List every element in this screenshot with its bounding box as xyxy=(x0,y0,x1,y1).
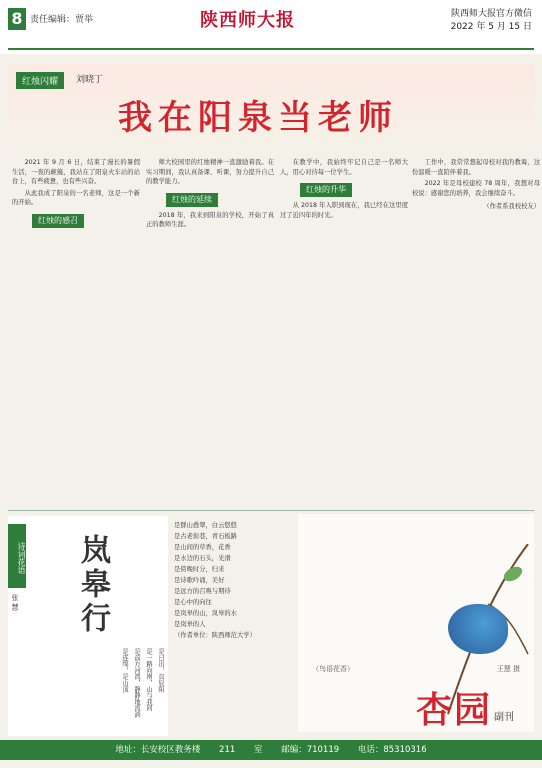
poem-line: 是山间的草香，花香 xyxy=(174,544,231,551)
footer-address: 地址：长安校区教务楼 211 室 xyxy=(115,745,263,755)
subhead: 红烛的延续 xyxy=(166,193,218,207)
poem-line: 是群山叠翠，白云悠悠 xyxy=(174,522,237,529)
newspaper-logo: 陕西师大报 xyxy=(200,10,295,31)
poem-line: 是日出，良辰阳 xyxy=(157,648,164,693)
paragraph: 从 2018 年入职到现在，我已经在这里度过了近四年的时光。 xyxy=(280,202,408,219)
poem-line: 是连绵，是山顶 xyxy=(121,648,128,693)
author-note: （作者系我校校友） xyxy=(483,203,540,211)
footer-bar xyxy=(0,740,542,760)
footer-phone: 电话：85310316 xyxy=(357,745,427,755)
paragraph: 工作中，我常常想起母校对我的教诲，这份温暖一直陪伴着我。 xyxy=(412,159,540,176)
bird-illustration xyxy=(448,604,508,654)
article-author: 刘晓丁 xyxy=(76,75,104,85)
section-subtitle: 副刊 xyxy=(494,712,514,723)
poem-line: 是水边的石头，光滑 xyxy=(174,555,231,562)
art-section xyxy=(298,514,534,732)
footer-postcode: 邮编：710119 xyxy=(281,745,340,755)
paragraph: 在教学中，我始终牢记自己是一名师大人，用心对待每一位学生。 xyxy=(280,159,408,176)
poem-body xyxy=(174,520,294,734)
poem-title: 岚皋行 xyxy=(75,534,110,636)
column-tag: 红烛闪耀 xyxy=(16,72,64,89)
paragraph: 2018 年，我来到阳泉的学校，开始了真正的教师生涯。 xyxy=(146,211,274,229)
poem-line: 是诗歌吟诵，美好 xyxy=(174,577,225,584)
header-rule xyxy=(8,48,534,50)
poem-column-tag: 诗词花语 xyxy=(8,524,26,588)
art-signature: 王慧 摄 xyxy=(496,665,520,673)
subhead: 红烛的感召 xyxy=(32,214,84,228)
publisher-line: 陕西师大报官方微信 xyxy=(450,9,532,19)
section-divider xyxy=(8,510,534,511)
poem-box xyxy=(8,516,168,736)
poem-line: 是一路向南，山与我同 xyxy=(145,648,152,711)
issue-date: 2022 年 5 月 15 日 xyxy=(450,22,532,32)
hero-banner xyxy=(8,64,534,150)
paragraph: 师大校园里的红烛精神一直激励着我。在实习期间，我认真备课、听课，努力提升自己的教学能力。 xyxy=(146,159,274,186)
header-right xyxy=(451,8,532,34)
article-column-3 xyxy=(280,158,408,504)
masthead xyxy=(0,0,542,54)
art-caption: （鸟语花香） xyxy=(312,665,354,673)
section-title: 杏园 xyxy=(416,689,493,731)
article-column-4 xyxy=(412,158,540,504)
paragraph: 2021 年 9 月 6 日，结束了漫长的暑假生活，一夜的颠簸，我站在了阳泉火车站的站台上，有些疲惫，也有些兴奋。 xyxy=(12,159,140,186)
article-column-2 xyxy=(146,158,274,504)
headline: 我在阳泉当老师 xyxy=(118,98,398,138)
article-column-1 xyxy=(12,158,140,504)
editor-credit: 责任编辑：贾举 xyxy=(30,15,94,25)
subhead: 红烛的升华 xyxy=(300,183,352,197)
poem-line: 是远方的召唤与期待 xyxy=(174,588,231,595)
poem-line: 是古老街巷，青石板路 xyxy=(174,533,237,540)
poem-author: 张 慧 xyxy=(11,594,19,611)
page-number: 8 xyxy=(8,8,26,30)
poem-line: 是岚皋的山，岚皋的水 xyxy=(174,610,237,617)
poem-line: 是傍晚时分，归来 xyxy=(174,566,225,573)
poem-line: 是岚皋的人 xyxy=(174,621,206,628)
poem-line: 是前方河流，静静地流淌 xyxy=(133,648,140,718)
poem-line: 是心中的向往 xyxy=(174,599,212,606)
paragraph: 从此我成了阳泉的一名老师，这是一个新的开始。 xyxy=(12,189,140,207)
poem-intro-lines xyxy=(26,648,166,730)
paragraph: 2022 年是母校建校 78 周年，我想对母校说：感谢您的培养，我会继续奋斗。 xyxy=(412,180,540,197)
poem-author-unit: （作者单位：陕西师范大学） xyxy=(174,632,256,639)
